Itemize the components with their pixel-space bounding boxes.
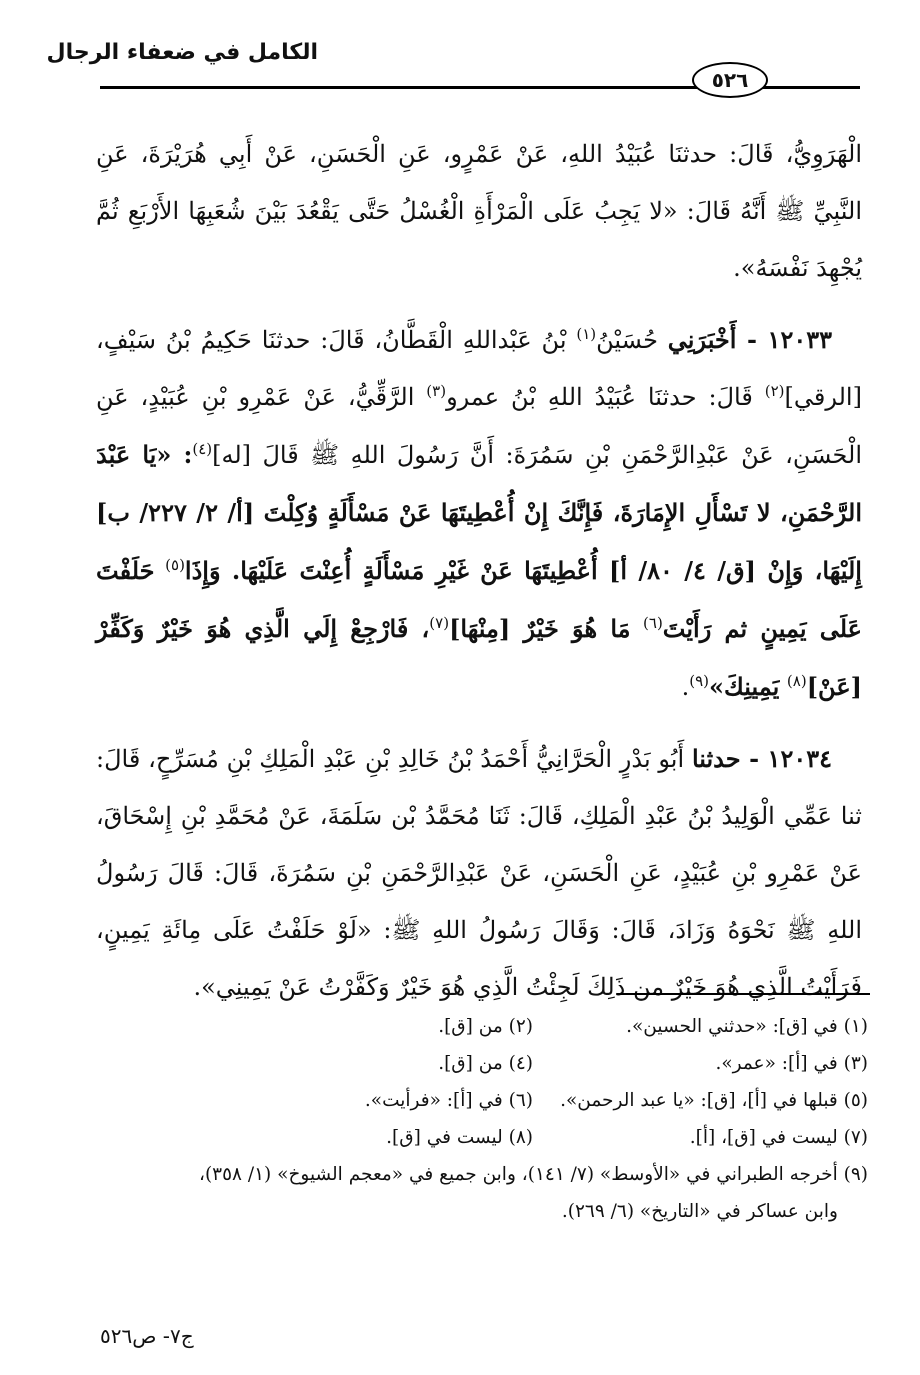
footnote-ref: (١) (576, 325, 597, 343)
footnote-9-line: وابن عساكر في «التاريخ» (٦/ ٢٦٩). (561, 1201, 838, 1222)
running-header-title: الكامل في ضعفاء الرجال (46, 40, 318, 65)
footnote-row (90, 1119, 868, 1156)
footnote-6: (٦) في [أ]: «فرأيت». (364, 1090, 533, 1111)
footnote-row (90, 1008, 868, 1045)
hadith-number: ١٢٠٣٤ - حدثنا (691, 744, 832, 773)
text-run: حَلَفْتَ عَلَى يَمِينٍ ثم رَأَيْتَ (96, 556, 862, 643)
text-run: ، فَارْجِعْ إِلَي الَّذِي هُوَ خَيْرٌ وَكَفِّرْ [عَنْ] (96, 614, 862, 701)
text-run: قَالَ: حدثنَا عُبَيْدُ اللهِ بْنُ عمرو (446, 383, 753, 411)
footnote-8: (٨) ليست في [ق]. (386, 1127, 533, 1148)
hadith-number: ١٢٠٣٣ - أَخْبَرَنِي (667, 325, 832, 354)
text-run: : «يَا عَبْدَ الرَّحْمَنِ، لا تَسْأَلِ الإِمَارَةَ، فَإِنَّكَ إِنْ أُعْطِيتَهَا عَنْ مَسْأَلَةٍ وُكِلْتَ [أ/ ٢/ ٢٢٧/ ب] إِلَيْهَا، وَإِنْ [ق/ ٤/ ٨٠/ أ] أُعْطِيتَهَا عَنْ غَيْرِ مَسْأَلَةٍ أُعِنْتَ عَلَيْهَا. وَإِذَا (96, 440, 862, 585)
footnote-row (90, 1045, 868, 1082)
footnote-ref: (٨) (786, 672, 807, 690)
text-run: مَا هُوَ خَيْرٌ [مِنْهَا] (449, 614, 631, 643)
footnote-ref: (٣) (426, 382, 447, 400)
text-run: حُسَيْنُ (596, 326, 658, 354)
text-run: بْنُ عَبْداللهِ الْقَطَّانُ، قَالَ: حدثنَا حَكِيمُ بْنُ سَيْفٍ، [الرقي] (96, 326, 862, 411)
footnote-2: (٢) من [ق]. (438, 1016, 533, 1037)
text-run: أَبُو بَدْرٍ الْحَرَّانِيُّ أَحْمَدُ بْنُ خَالِدِ بْنِ عَبْدِ الْمَلِكِ بْنِ مُسَرِّحٍ، قَالَ: ثنا عَمِّي الْوَلِيدُ بْنُ عَبْدِ الْمَلِكِ، قَالَ: ثَنَا مُحَمَّدُ بْن سَلَمَةَ، عَنْ مُحَمَّدِ بْنِ إِسْحَاقَ، عَنْ عَمْرِو بْنِ عُبَيْدٍ، عَنِ الْحَسَنِ، عَنْ عَبْدِالرَّحْمَنِ بْنِ سَمُرَةَ، قَالَ: قَالَ رَسُولُ اللهِ ﷺ نَحْوَهُ وَزَادَ، قَالَ: وَقَالَ رَسُولُ اللهِ ﷺ: «لَوْ حَلَفْتُ عَلَى مِائَةِ يَمِينٍ، فَرَأَيْتُ الَّذِي هُوَ خَيْرٌ من ذَلِكَ لَجِئْتُ الَّذِي هُوَ خَيْرٌ وَكَفَّرْتُ عَنْ يَمِينِي». (96, 745, 862, 1001)
footnote-3: (٣) في [أ]: «عمر». (715, 1053, 868, 1074)
footnote-5: (٥) قبلها في [أ]، [ق]: «يا عبد الرحمن». (560, 1090, 868, 1111)
footnote-rule (617, 993, 870, 995)
footnote-7: (٧) ليست في [ق]، [أ]. (689, 1127, 868, 1148)
text-run: . (681, 673, 690, 701)
footnote-1: (١) في [ق]: «حدثني الحسين». (626, 1016, 868, 1037)
footnote-ref: (٤) (192, 440, 213, 458)
hadith-12034 (96, 730, 862, 1016)
footnote-4: (٤) من [ق]. (438, 1053, 533, 1074)
footnotes (90, 1008, 868, 1230)
main-text (96, 126, 862, 1016)
footnote-ref: (٥) (165, 556, 185, 574)
text-run: الرَّقِّيُّ، عَنْ عَمْرِو بْنِ عُبَيْدٍ، عَنِ الْحَسَنِ، عَنْ عَبْدِالرَّحْمَنِ بْنِ سَمُرَةَ: أَنَّ رَسُولَ اللهِ ﷺ قَالَ [له] (96, 383, 862, 469)
hadith-12033 (96, 311, 862, 716)
footnote-9 (90, 1156, 868, 1230)
footnote-9-line: (٩) أخرجه الطبراني في «الأوسط» (٧/ ١٤١)، وابن جميع في «معجم الشيوخ» (١/ ٣٥٨)، (198, 1164, 868, 1185)
footnote-ref: (٦) (643, 614, 663, 632)
footnote-ref: (٩) (689, 672, 709, 690)
footnote-row (90, 1082, 868, 1119)
footnote-ref: (٧) (429, 614, 450, 632)
page-number-badge: ٥٢٦ (692, 62, 768, 98)
footnote-ref: (٢) (764, 382, 785, 400)
paragraph-continuation: الْهَرَوِيُّ، قَالَ: حدثنَا عُبَيْدُ اللهِ، عَنْ عَمْرٍو، عَنِ الْحَسَنِ، عَنْ أَبِي هُرَيْرَةَ، عَنِ النَّبِيِّ ﷺ أَنَّهُ قَالَ: «لا يَجِبُ عَلَى الْمَرْأَةِ الْغُسْلُ حَتَّى يَقْعُدَ بَيْنَ شُعَبِهَا الأَرْبَعِ ثُمَّ يُجْهِدَ نَفْسَهُ». (96, 140, 862, 282)
volume-page-reference: ج٧- ص٥٢٦ (100, 1324, 194, 1348)
text-run: يَمِينِكَ» (709, 672, 780, 701)
